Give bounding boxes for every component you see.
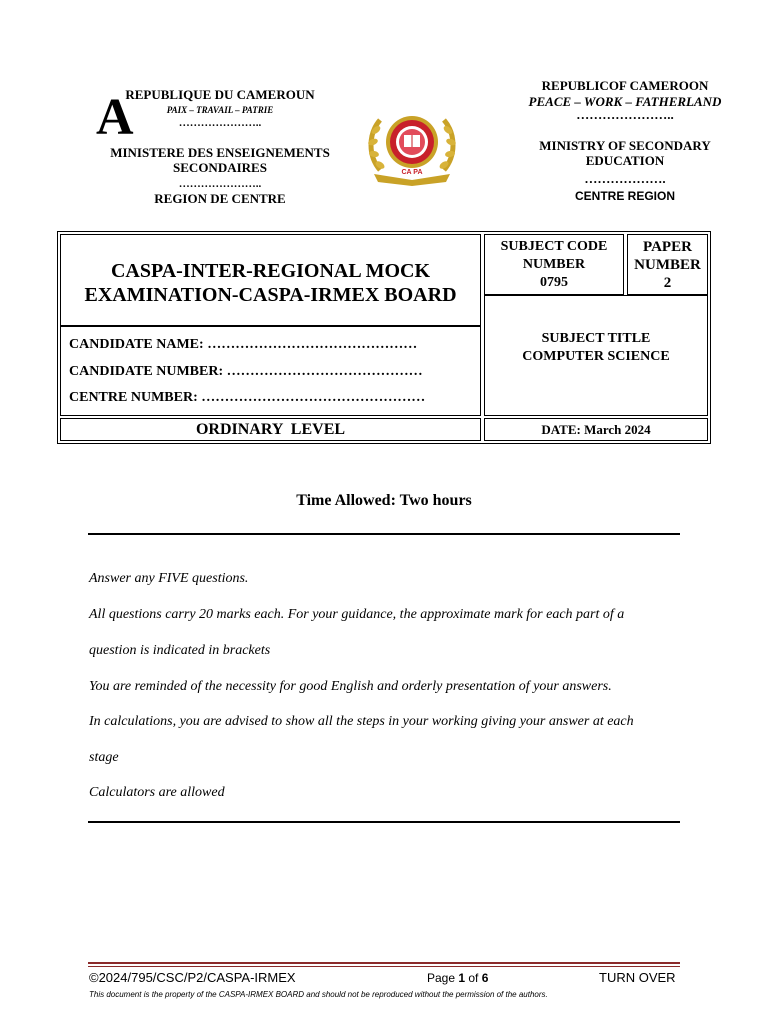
separator-dots: …………………..	[178, 117, 262, 129]
ministry-en-line1: MINISTRY OF SECONDARY	[539, 138, 711, 153]
candidate-number-field[interactable]: ……………………………………	[226, 364, 423, 379]
instruction-line: All questions carry 20 marks each. For your guidance, the approximate mark for each part of a	[89, 607, 625, 622]
logo-letter-a: A	[96, 89, 134, 146]
separator-dots: …………………..	[178, 178, 262, 190]
separator-dots: ……………….	[584, 171, 666, 186]
ministry-en-line2: EDUCATION	[585, 153, 665, 168]
country-fr: REPUBLIQUE DU CAMEROUN	[125, 87, 315, 102]
instruction-line: question is indicated in brackets	[89, 643, 271, 658]
exam-title-line1: CASPA-INTER-REGIONAL MOCK	[110, 260, 431, 282]
emblem-label: CA PA	[401, 169, 423, 176]
country-en: REPUBLICOF CAMEROON	[541, 78, 709, 93]
paper-number-cell	[627, 234, 708, 295]
level-cell: ORDINARY LEVEL	[60, 418, 481, 441]
instruction-line: Calculators are allowed	[89, 785, 225, 800]
footer-rule	[88, 966, 680, 967]
board-emblem-icon	[366, 108, 458, 186]
exam-title-line2: EXAMINATION-CASPA-IRMEX BOARD	[84, 284, 457, 306]
copyright-note: This document is the property of the CASPA-IRMEX BOARD and should not be reproduced without the permission of the authors.	[89, 990, 548, 999]
candidate-name-field[interactable]: ………………………………………	[207, 337, 418, 352]
centre-number-field[interactable]: …………………………………………	[201, 390, 426, 405]
paper-label-line1: PAPER	[643, 239, 692, 255]
separator-dots: …………………..	[576, 107, 674, 122]
exam-info-box	[57, 231, 711, 444]
paper-number-value: 2	[663, 275, 672, 291]
page-indicator: Page 1 of 6	[427, 971, 489, 985]
document-code: ©2024/795/CSC/P2/CASPA-IRMEX	[89, 970, 296, 985]
candidate-number-label: CANDIDATE NUMBER:	[69, 364, 224, 379]
instruction-line: stage	[89, 750, 119, 765]
subject-code-cell	[484, 234, 624, 295]
candidate-info-cell	[60, 326, 481, 416]
motto-en: PEACE – WORK – FATHERLAND	[528, 94, 722, 109]
turn-over: TURN OVER	[599, 970, 676, 985]
ministry-fr-line2: SECONDAIRES	[173, 160, 267, 175]
subject-code-label-line1: SUBJECT CODE	[500, 239, 608, 254]
candidate-name-label: CANDIDATE NAME:	[69, 337, 204, 352]
instruction-line: Answer any FIVE questions.	[89, 571, 249, 586]
paper-label-line2: NUMBER	[634, 257, 701, 273]
exam-title-cell	[60, 234, 481, 326]
motto-fr: PAIX – TRAVAIL – PATRIE	[166, 105, 274, 115]
divider	[88, 533, 680, 535]
region-en: CENTRE REGION	[574, 189, 675, 203]
subject-code-label-line2: NUMBER	[522, 257, 586, 272]
subject-code-value: 0795	[540, 275, 568, 290]
footer-rule	[88, 962, 680, 964]
divider	[88, 821, 680, 823]
instruction-line: You are reminded of the necessity for good English and orderly presentation of your answers.	[89, 679, 612, 694]
region-fr: REGION DE CENTRE	[154, 191, 286, 206]
instruction-line: In calculations, you are advised to show all the steps in your working giving your answer at each	[89, 714, 634, 729]
subject-title-value: COMPUTER SCIENCE	[522, 349, 670, 364]
time-allowed: Time Allowed: Two hours	[296, 492, 472, 509]
centre-number-label: CENTRE NUMBER:	[69, 390, 198, 405]
exam-date: DATE: March 2024	[484, 418, 708, 441]
ministry-fr-line1: MINISTERE DES ENSEIGNEMENTS	[110, 145, 330, 160]
subject-title-cell	[484, 295, 708, 416]
subject-title-label: SUBJECT TITLE	[541, 331, 651, 346]
